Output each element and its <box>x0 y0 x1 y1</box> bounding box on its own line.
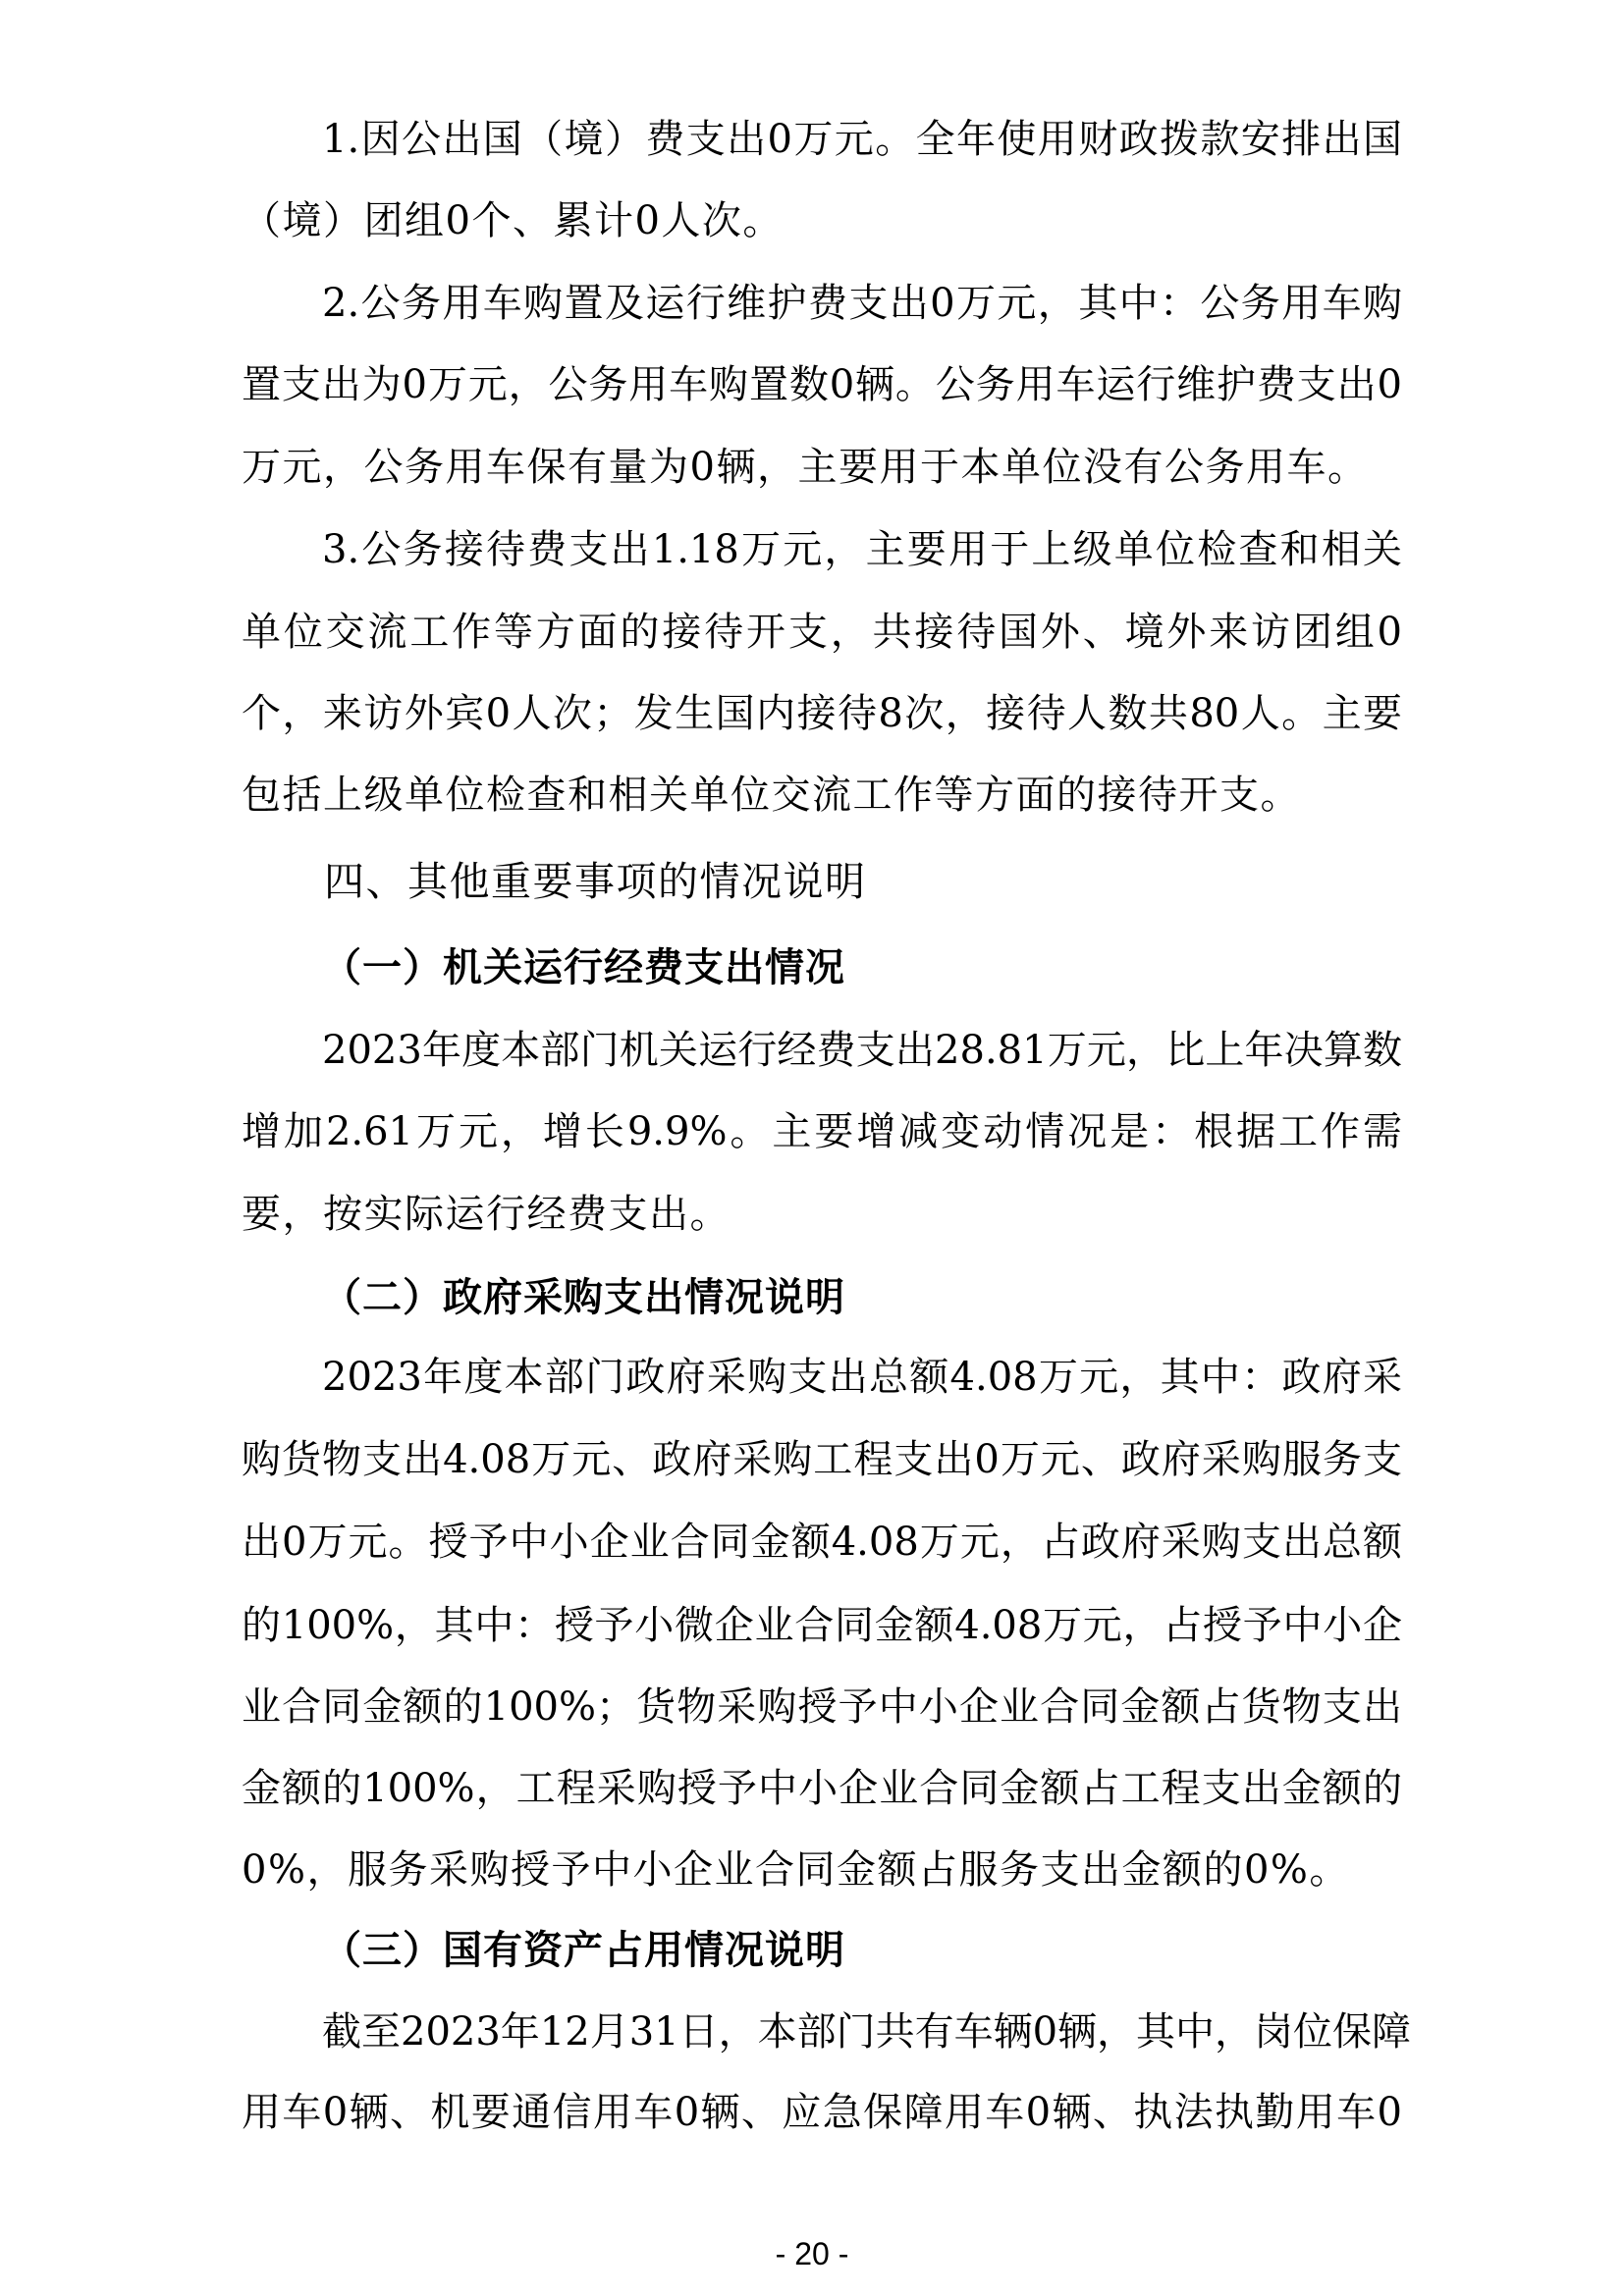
subheading-state-assets: （三）国有资产占用情况说明 <box>322 1927 845 1973</box>
paragraph-line: 金额的100%，工程采购授予中小企业合同金额占工程支出金额的 <box>242 1766 1402 1811</box>
paragraph-line: 业合同金额的100%；货物采购授予中小企业合同金额占货物支出 <box>242 1684 1402 1730</box>
paragraph-line: 出0万元。授予中小企业合同金额4.08万元，占政府采购支出总额 <box>242 1520 1402 1565</box>
paragraph-line: 1.因公出国（境）费支出0万元。全年使用财政拨款安排出国 <box>322 117 1402 162</box>
paragraph-line: 增加2.61万元，增长9.9%。主要增减变动情况是：根据工作需 <box>242 1109 1402 1154</box>
paragraph-line: 的100%，其中：授予小微企业合同金额4.08万元，占授予中小企 <box>242 1603 1402 1648</box>
paragraph-line: 购货物支出4.08万元、政府采购工程支出0万元、政府采购服务支 <box>242 1437 1402 1482</box>
paragraph-line: 2023年度本部门政府采购支出总额4.08万元，其中：政府采 <box>322 1355 1402 1400</box>
paragraph-line: 要，按实际运行经费支出。 <box>242 1192 731 1237</box>
paragraph-line: 包括上级单位检查和相关单位交流工作等方面的接待开支。 <box>242 773 1301 818</box>
paragraph-line: 万元，公务用车保有量为0辆，主要用于本单位没有公务用车。 <box>242 445 1369 490</box>
paragraph-line: 置支出为0万元，公务用车购置数0辆。公务用车运行维护费支出0 <box>242 362 1402 407</box>
section-heading: 四、其他重要事项的情况说明 <box>324 858 867 905</box>
paragraph-line: 2023年度本部门机关运行经费支出28.81万元，比上年决算数 <box>322 1028 1402 1073</box>
paragraph-line: 2.公务用车购置及运行维护费支出0万元，其中：公务用车购 <box>322 281 1402 326</box>
subheading-operating-expenses: （一）机关运行经费支出情况 <box>322 944 845 990</box>
paragraph-line: 3.公务接待费支出1.18万元，主要用于上级单位检查和相关 <box>322 527 1402 572</box>
paragraph-line: （境）团组0个、累计0人次。 <box>242 198 784 243</box>
page-number: - 20 - <box>775 2236 849 2271</box>
paragraph-line: 个，来访外宾0人次；发生国内接待8次，接待人数共80人。主要 <box>242 691 1402 736</box>
paragraph-line: 0%，服务采购授予中小企业合同金额占服务支出金额的0%。 <box>242 1847 1350 1893</box>
paragraph-line: 截至2023年12月31日，本部门共有车辆0辆，其中，岗位保障 <box>322 2009 1412 2055</box>
subheading-procurement: （二）政府采购支出情况说明 <box>322 1274 845 1320</box>
paragraph-line: 单位交流工作等方面的接待开支，共接待国外、境外来访团组0 <box>242 610 1402 655</box>
paragraph-line: 用车0辆、机要通信用车0辆、应急保障用车0辆、执法执勤用车0 <box>242 2090 1402 2135</box>
